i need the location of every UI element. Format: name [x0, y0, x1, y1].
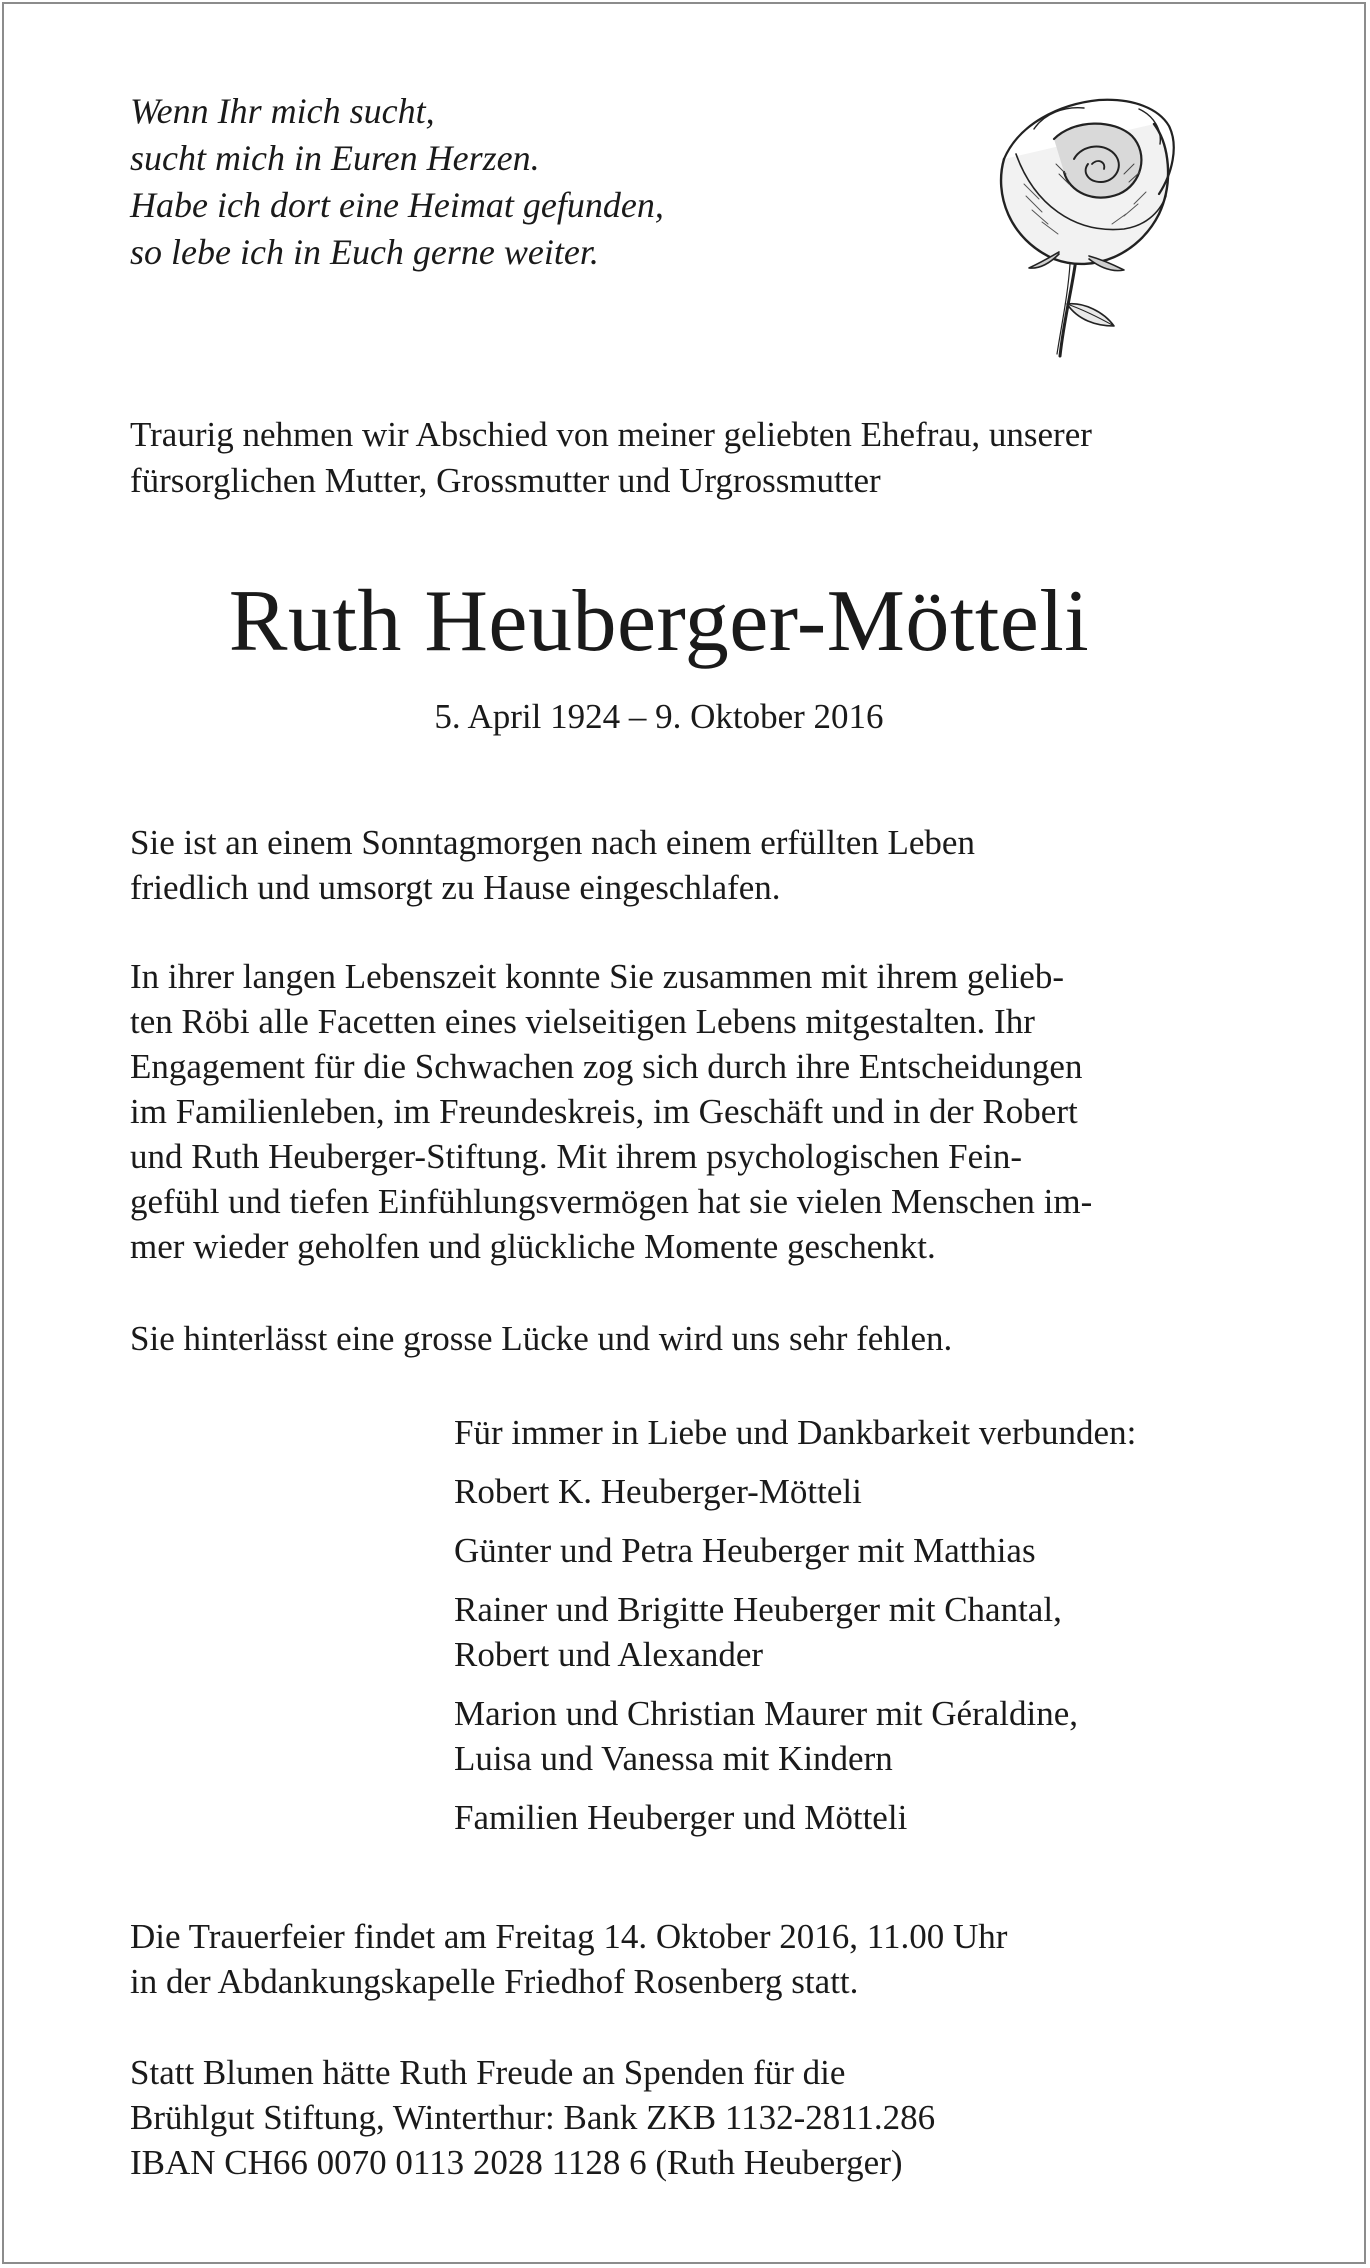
intro-text [130, 412, 1092, 504]
paragraph-line: mer wieder geholfen und glückliche Momente geschenkt. [130, 1227, 936, 1266]
donation-line: Brühlgut Stiftung, Winterthur: Bank ZKB 1132-2811.286 [130, 2098, 936, 2137]
mourner-line: Günter und Petra Heuberger mit Matthias [454, 1531, 1036, 1570]
motto-line: Habe ich dort eine Heimat gefunden, [130, 185, 664, 225]
paragraph-line: Sie hinterlässt eine grosse Lücke und wird uns sehr fehlen. [130, 1319, 953, 1358]
paragraph-life [130, 954, 1092, 1269]
mourner-line: Marion und Christian Maurer mit Géraldine, [454, 1694, 1079, 1733]
paragraph-line: friedlich und umsorgt zu Hause eingeschlafen. [130, 868, 781, 907]
donation-line: Statt Blumen hätte Ruth Freude an Spenden für die [130, 2053, 846, 2092]
rose-icon [964, 64, 1214, 359]
mourner-line: Rainer und Brigitte Heuberger mit Chantal, [454, 1590, 1062, 1629]
mourner-line: Familien Heuberger und Mötteli [454, 1798, 908, 1837]
mourner-line: Robert und Alexander [454, 1635, 764, 1674]
paragraph-missed [130, 1316, 952, 1361]
mourners-list [454, 1410, 1136, 1854]
mourner-entry [454, 1795, 1136, 1840]
motto-line: so lebe ich in Euch gerne weiter. [130, 232, 599, 272]
paragraph-line: gefühl und tiefen Einfühlungsvermögen hat sie vielen Menschen im- [130, 1182, 1093, 1221]
mourner-entry [454, 1469, 1136, 1514]
ceremony-line: Die Trauerfeier findet am Freitag 14. Oktober 2016, 11.00 Uhr [130, 1917, 1008, 1956]
mourner-entry [454, 1528, 1136, 1573]
ceremony-info [130, 1914, 1007, 2004]
paragraph-line: und Ruth Heuberger-Stiftung. Mit ihrem psychologischen Fein- [130, 1137, 1023, 1176]
motto-line: sucht mich in Euren Herzen. [130, 138, 540, 178]
life-dates: 5. April 1924 – 9. Oktober 2016 [434, 697, 884, 736]
paragraph-line: im Familienleben, im Freundeskreis, im Geschäft und in der Robert [130, 1092, 1078, 1131]
donation-line: IBAN CH66 0070 0113 2028 1128 6 (Ruth Heuberger) [130, 2143, 903, 2182]
donation-info [130, 2050, 935, 2185]
deceased-name: Ruth Heuberger-Mötteli [228, 573, 1090, 670]
mourner-entry [454, 1691, 1136, 1781]
obituary-card [2, 2, 1366, 2264]
mourners-heading-text: Für immer in Liebe und Dankbarkeit verbunden: [454, 1413, 1137, 1452]
mourner-line: Robert K. Heuberger-Mötteli [454, 1472, 862, 1511]
mourner-line: Luisa und Vanessa mit Kindern [454, 1739, 893, 1778]
paragraph-passing [130, 820, 975, 910]
intro-line: Traurig nehmen wir Abschied von meiner geliebten Ehefrau, unserer [130, 415, 1092, 454]
intro-line: fürsorglichen Mutter, Grossmutter und Urgrossmutter [130, 461, 881, 500]
paragraph-line: Sie ist an einem Sonntagmorgen nach einem erfüllten Leben [130, 823, 975, 862]
motto-line: Wenn Ihr mich sucht, [130, 91, 435, 131]
paragraph-line: Engagement für die Schwachen zog sich durch ihre Entscheidungen [130, 1047, 1083, 1086]
mourner-entry [454, 1587, 1136, 1677]
paragraph-line: ten Röbi alle Facetten eines vielseitigen Lebens mitgestalten. Ihr [130, 1002, 1035, 1041]
ceremony-line: in der Abdankungskapelle Friedhof Rosenberg statt. [130, 1962, 859, 2001]
mourners-heading [454, 1410, 1136, 1455]
paragraph-line: In ihrer langen Lebenszeit konnte Sie zusammen mit ihrem gelieb- [130, 957, 1064, 996]
motto-poem [130, 88, 664, 276]
